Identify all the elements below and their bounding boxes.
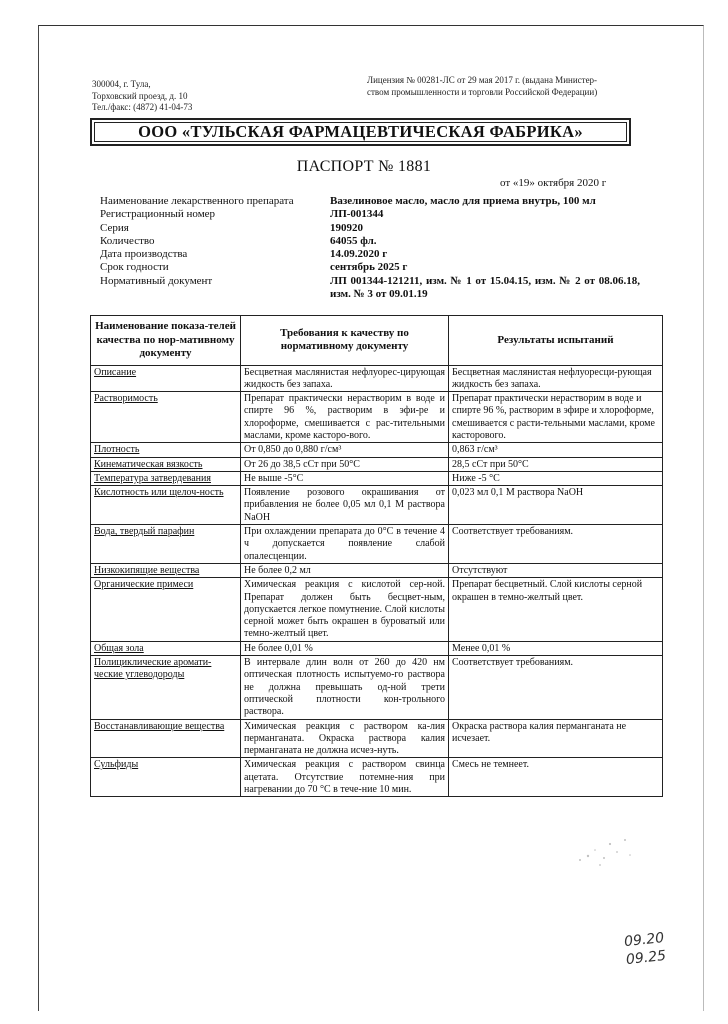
result-text: Окраска раствора калия перманганата не исчезает. (449, 719, 663, 758)
requirement-text: Препарат практически нерастворим в воде и спирте 96 %, растворим в эфи-ре и хлороформе, смешивается с рас-тительными маслами, кроме касторо-вого. (241, 392, 449, 443)
requirement-text: Химическая реакция с раствором ка-лия перманганата. Окраска раствора калия перманганата не должна исчез-нуть. (241, 719, 449, 758)
series-number: 190920 (330, 221, 363, 234)
result-text: Отсутствуют (449, 563, 663, 577)
parameter-name: Плотность (91, 443, 241, 457)
result-text: Препарат бесцветный. Слой кислоты серной окрашен в темно-желтый цвет. (449, 578, 663, 641)
result-text: 0,863 г/см³ (449, 443, 663, 457)
parameter-name: Кислотность или щелоч-ность (91, 486, 241, 525)
stamp-smudge (570, 830, 640, 870)
table-row (91, 563, 663, 577)
parameter-name: Сульфиды (91, 758, 241, 797)
parameter-name: Полициклические аромати-ческие углеводороды (91, 656, 241, 719)
requirement-text: Не более 0,01 % (241, 641, 449, 655)
result-text: 0,023 мл 0,1 М раствора NaOH (449, 486, 663, 525)
table-row (91, 365, 663, 392)
info-label: Дата производства (100, 248, 188, 261)
requirement-text: Не выше -5°С (241, 471, 449, 485)
factory-address (92, 79, 192, 114)
result-text: Смесь не темнеет. (449, 758, 663, 797)
requirement-text: От 0,850 до 0,880 г/см³ (241, 443, 449, 457)
result-text: 28,5 сСт при 50°С (449, 457, 663, 471)
table-row (91, 641, 663, 655)
requirement-text: Химическая реакция с кислотой сер-ной. Препарат должен быть бесцвет-ным, допускается легкое помутнение. Слой кислоты серной может быть окрашен в буроватый или темно-желтый цвет. (241, 578, 449, 641)
production-date: 14.09.2020 г (330, 248, 388, 261)
result-text: Менее 0,01 % (449, 641, 663, 655)
result-text: Ниже -5 °С (449, 471, 663, 485)
license-line: Лицензия № 00281-ЛС от 29 мая 2017 г. (выдана Министер- (367, 75, 598, 85)
license-line: ством промышленности и торговли Российской Федерации) (367, 86, 598, 97)
result-text: Бесцветная маслянистая нефлуоресци-рующая жидкость без запаха. (449, 365, 663, 392)
result-text: Соответствует требованиям. (449, 525, 663, 564)
header-parameter: Наименование показа-телей качества по нор-мативному документу (91, 316, 241, 366)
table-row (91, 758, 663, 797)
requirement-text: В интервале длин волн от 260 до 420 нм оптическая плотность испытуемо-го раствора не должна превышать од-ной трети оптической плотности кон-трольного раствора. (241, 656, 449, 719)
parameter-name: Вода, твердый парафин (91, 525, 241, 564)
header-requirement: Требования к качеству по нормативному документу (241, 316, 449, 366)
parameter-name: Органические примеси (91, 578, 241, 641)
handwritten-line: 09.25 (625, 947, 667, 969)
header-result: Результаты испытаний (449, 316, 663, 366)
info-label: Нормативный документ (100, 274, 213, 287)
info-label: Регистрационный номер (100, 208, 216, 221)
result-text: Соответствует требованиям. (449, 656, 663, 719)
table-row (91, 392, 663, 443)
info-labels (100, 195, 294, 288)
table-body (91, 365, 663, 797)
parameter-name: Восстанавливающие вещества (91, 719, 241, 758)
table-row (91, 457, 663, 471)
result-text: Препарат практически нерастворим в воде и спирте 96 %, растворим в эфире и хлороформе, смешивается с расти-тельными маслами, кроме касторового. (449, 392, 663, 443)
passport-title: ПАСПОРТ № 1881 (296, 158, 432, 175)
info-label: Срок годности (100, 261, 169, 274)
table-header-row (91, 316, 663, 366)
license-info (367, 75, 627, 98)
parameter-name: Описание (91, 365, 241, 392)
table-row (91, 656, 663, 719)
quantity: 64055 фл. (330, 234, 377, 247)
quality-spec-table (90, 315, 663, 797)
address-line: Торховский проезд, д. 10 (92, 90, 188, 101)
info-label: Серия (100, 221, 129, 234)
requirement-text: Бесцветная маслянистая нефлуорес-цирующая жидкость без запаха. (241, 365, 449, 392)
parameter-name: Кинематическая вязкость (91, 457, 241, 471)
drug-name: Вазелиновое масло, масло для приема внутрь, 100 мл (330, 195, 596, 207)
handwritten-line: 09.20 (623, 930, 665, 951)
table-row (91, 443, 663, 457)
passport-date: от «19» октября 2020 г (500, 177, 607, 189)
parameter-name: Общая зола (91, 641, 241, 655)
requirement-text: При охлаждении препарата до 0°С в течение 4 ч допускается появление слабой опалесценции. (241, 525, 449, 564)
normative-document: ЛП 001344-121211, изм. № 1 от 15.04.15, изм. № 2 от 08.06.18, изм. № 3 от 09.01.19 (330, 274, 640, 301)
table-row (91, 525, 663, 564)
requirement-text: Химическая реакция с раствором свинца ацетата. Отсутствие потемне-ния при нагревании до 70 °С в тече-ние 10 мин. (241, 758, 449, 797)
table-row (91, 578, 663, 641)
requirement-text: От 26 до 38,5 сСт при 50°С (241, 457, 449, 471)
company-name: ООО «ТУЛЬСКАЯ ФАРМАЦЕВТИЧЕСКАЯ ФАБРИКА» (138, 122, 583, 141)
expiry-date: сентябрь 2025 г (330, 261, 408, 274)
requirement-text: Не более 0,2 мл (241, 563, 449, 577)
handwritten-note (623, 927, 686, 969)
info-label: Количество (100, 234, 155, 247)
info-label: Наименование лекарственного препарата (100, 195, 294, 207)
registration-number: ЛП-001344 (330, 208, 384, 221)
requirement-text: Появление розового окрашивания от прибавления не более 0,05 мл 0,1 М раствора NaOH (241, 486, 449, 525)
address-line: 300004, г. Тула, (92, 79, 151, 89)
address-line: Тел./факс: (4872) 41-04-73 (92, 102, 193, 112)
table-row (91, 486, 663, 525)
table-row (91, 471, 663, 485)
table-row (91, 719, 663, 758)
parameter-name: Растворимость (91, 392, 241, 443)
info-values (330, 195, 640, 301)
parameter-name: Низкокипящие вещества (91, 563, 241, 577)
parameter-name: Температура затвердевания (91, 471, 241, 485)
company-banner (90, 118, 631, 146)
